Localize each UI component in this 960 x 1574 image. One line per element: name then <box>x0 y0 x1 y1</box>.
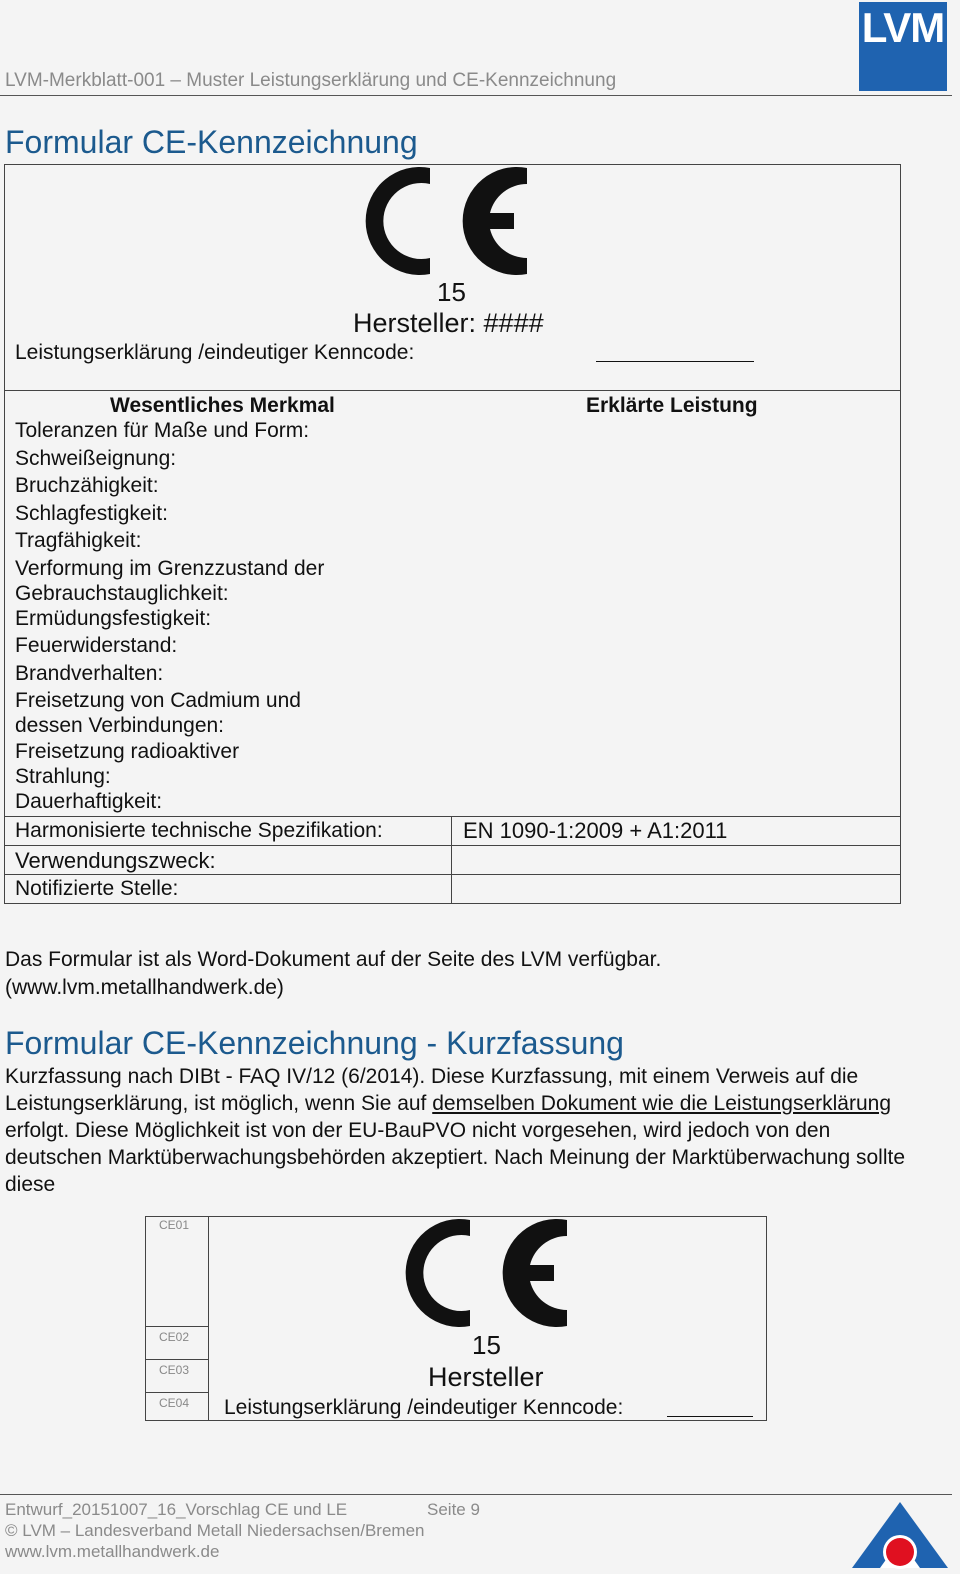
manufacturer-label: Hersteller: #### <box>353 308 544 338</box>
footer-website: www.lvm.metallhandwerk.de <box>5 1542 220 1561</box>
feature-item: Strahlung: <box>15 765 111 788</box>
ce-mark-icon <box>404 1218 572 1328</box>
column-header-performance: Erklärte Leistung <box>586 394 758 417</box>
feature-item: Verformung im Grenzzustand der <box>15 557 325 580</box>
form-column-divider <box>451 816 452 904</box>
footer-page-number: Seite 9 <box>427 1500 480 1519</box>
underlined-phrase: demselben Dokument wie die Leistungserklärung <box>432 1092 891 1115</box>
footer-logo-icon <box>850 1500 950 1570</box>
footer-draft-name: Entwurf_20151007_16_Vorschlag CE und LE <box>5 1500 348 1519</box>
feature-item: Brandverhalten: <box>15 662 164 685</box>
declaration-label: Leistungserklärung /eindeutiger Kenncode: <box>15 341 415 364</box>
footer-divider <box>0 1494 952 1495</box>
section-heading-ce-form: Formular CE-Kennzeichnung <box>5 124 418 160</box>
feature-item: Ermüdungsfestigkeit: <box>15 607 212 630</box>
code-label: CE01 <box>159 1218 190 1232</box>
manufacturer-label: Hersteller <box>428 1362 544 1392</box>
code-label: CE04 <box>159 1396 190 1410</box>
note-website: (www.lvm.metallhandwerk.de) <box>5 976 284 999</box>
ce-number: 15 <box>472 1330 501 1360</box>
feature-item: Freisetzung radioaktiver <box>15 740 240 763</box>
feature-item: Schlagfestigkeit: <box>15 502 168 525</box>
feature-item: Feuerwiderstand: <box>15 634 178 657</box>
code-label: CE02 <box>159 1330 190 1344</box>
column-header-feature: Wesentliches Merkmal <box>110 394 335 417</box>
feature-item: Gebrauchstauglichkeit: <box>15 582 229 605</box>
header-divider <box>0 95 952 96</box>
lvm-logo-text: LVM <box>861 4 945 51</box>
feature-item: Schweißeignung: <box>15 447 177 470</box>
paragraph-line <box>5 1090 950 1117</box>
spec-value: EN 1090-1:2009 + A1:2011 <box>463 818 728 843</box>
code-label: CE03 <box>159 1363 190 1377</box>
declaration-code-blank <box>596 361 754 362</box>
paragraph-line: diese <box>5 1173 56 1196</box>
ce-mark-icon <box>364 166 532 276</box>
paragraph-line: Kurzfassung nach DIBt - FAQ IV/12 (6/2014). Diese Kurzfassung, mit einem Verweis auf die <box>5 1065 859 1088</box>
feature-item: Toleranzen für Maße und Form: <box>15 419 310 442</box>
purpose-label: Verwendungszweck: <box>15 848 216 873</box>
lvm-logo <box>859 2 947 91</box>
short-form-paragraph <box>5 1063 950 1198</box>
spec-label: Harmonisierte technische Spezifikation: <box>15 819 383 842</box>
declaration-code-blank <box>667 1416 753 1417</box>
form-divider-notified <box>4 874 901 875</box>
code-row-divider <box>145 1392 208 1393</box>
code-column-divider <box>208 1216 209 1421</box>
notified-body-label: Notifizierte Stelle: <box>15 877 179 900</box>
declaration-label: Leistungserklärung /eindeutiger Kenncode: <box>224 1396 624 1419</box>
paragraph-text: Leistungserklärung, ist möglich, wenn Sie auf <box>5 1092 433 1115</box>
form-divider-spec <box>4 816 901 817</box>
feature-item: Bruchzähigkeit: <box>15 474 159 497</box>
note-line-1: Das Formular ist als Word-Dokument auf der Seite des LVM verfügbar. <box>5 948 662 971</box>
feature-item: Freisetzung von Cadmium und <box>15 689 301 712</box>
footer-copyright: © LVM – Landesverband Metall Niedersachsen/Bremen <box>5 1521 425 1540</box>
ce-number: 15 <box>437 277 466 307</box>
code-row-divider <box>145 1359 208 1360</box>
paragraph-line: deutschen Marktüberwachungsbehörden akzeptiert. Nach Meinung der Marktüberwachung sollte <box>5 1146 906 1169</box>
paragraph-line: erfolgt. Diese Möglichkeit ist von der EU-BauPVO nicht vorgesehen, wird jedoch von den <box>5 1119 831 1142</box>
feature-item: Dauerhaftigkeit: <box>15 790 163 813</box>
form-divider-header <box>4 390 901 391</box>
code-row-divider <box>145 1326 208 1327</box>
section-heading-ce-short-form: Formular CE-Kennzeichnung - Kurzfassung <box>5 1025 624 1061</box>
document-header-title: LVM-Merkblatt-001 – Muster Leistungserklärung und CE-Kennzeichnung <box>5 70 617 91</box>
feature-item: Tragfähigkeit: <box>15 529 142 552</box>
form-divider-purpose <box>4 845 901 846</box>
feature-item: dessen Verbindungen: <box>15 714 225 737</box>
